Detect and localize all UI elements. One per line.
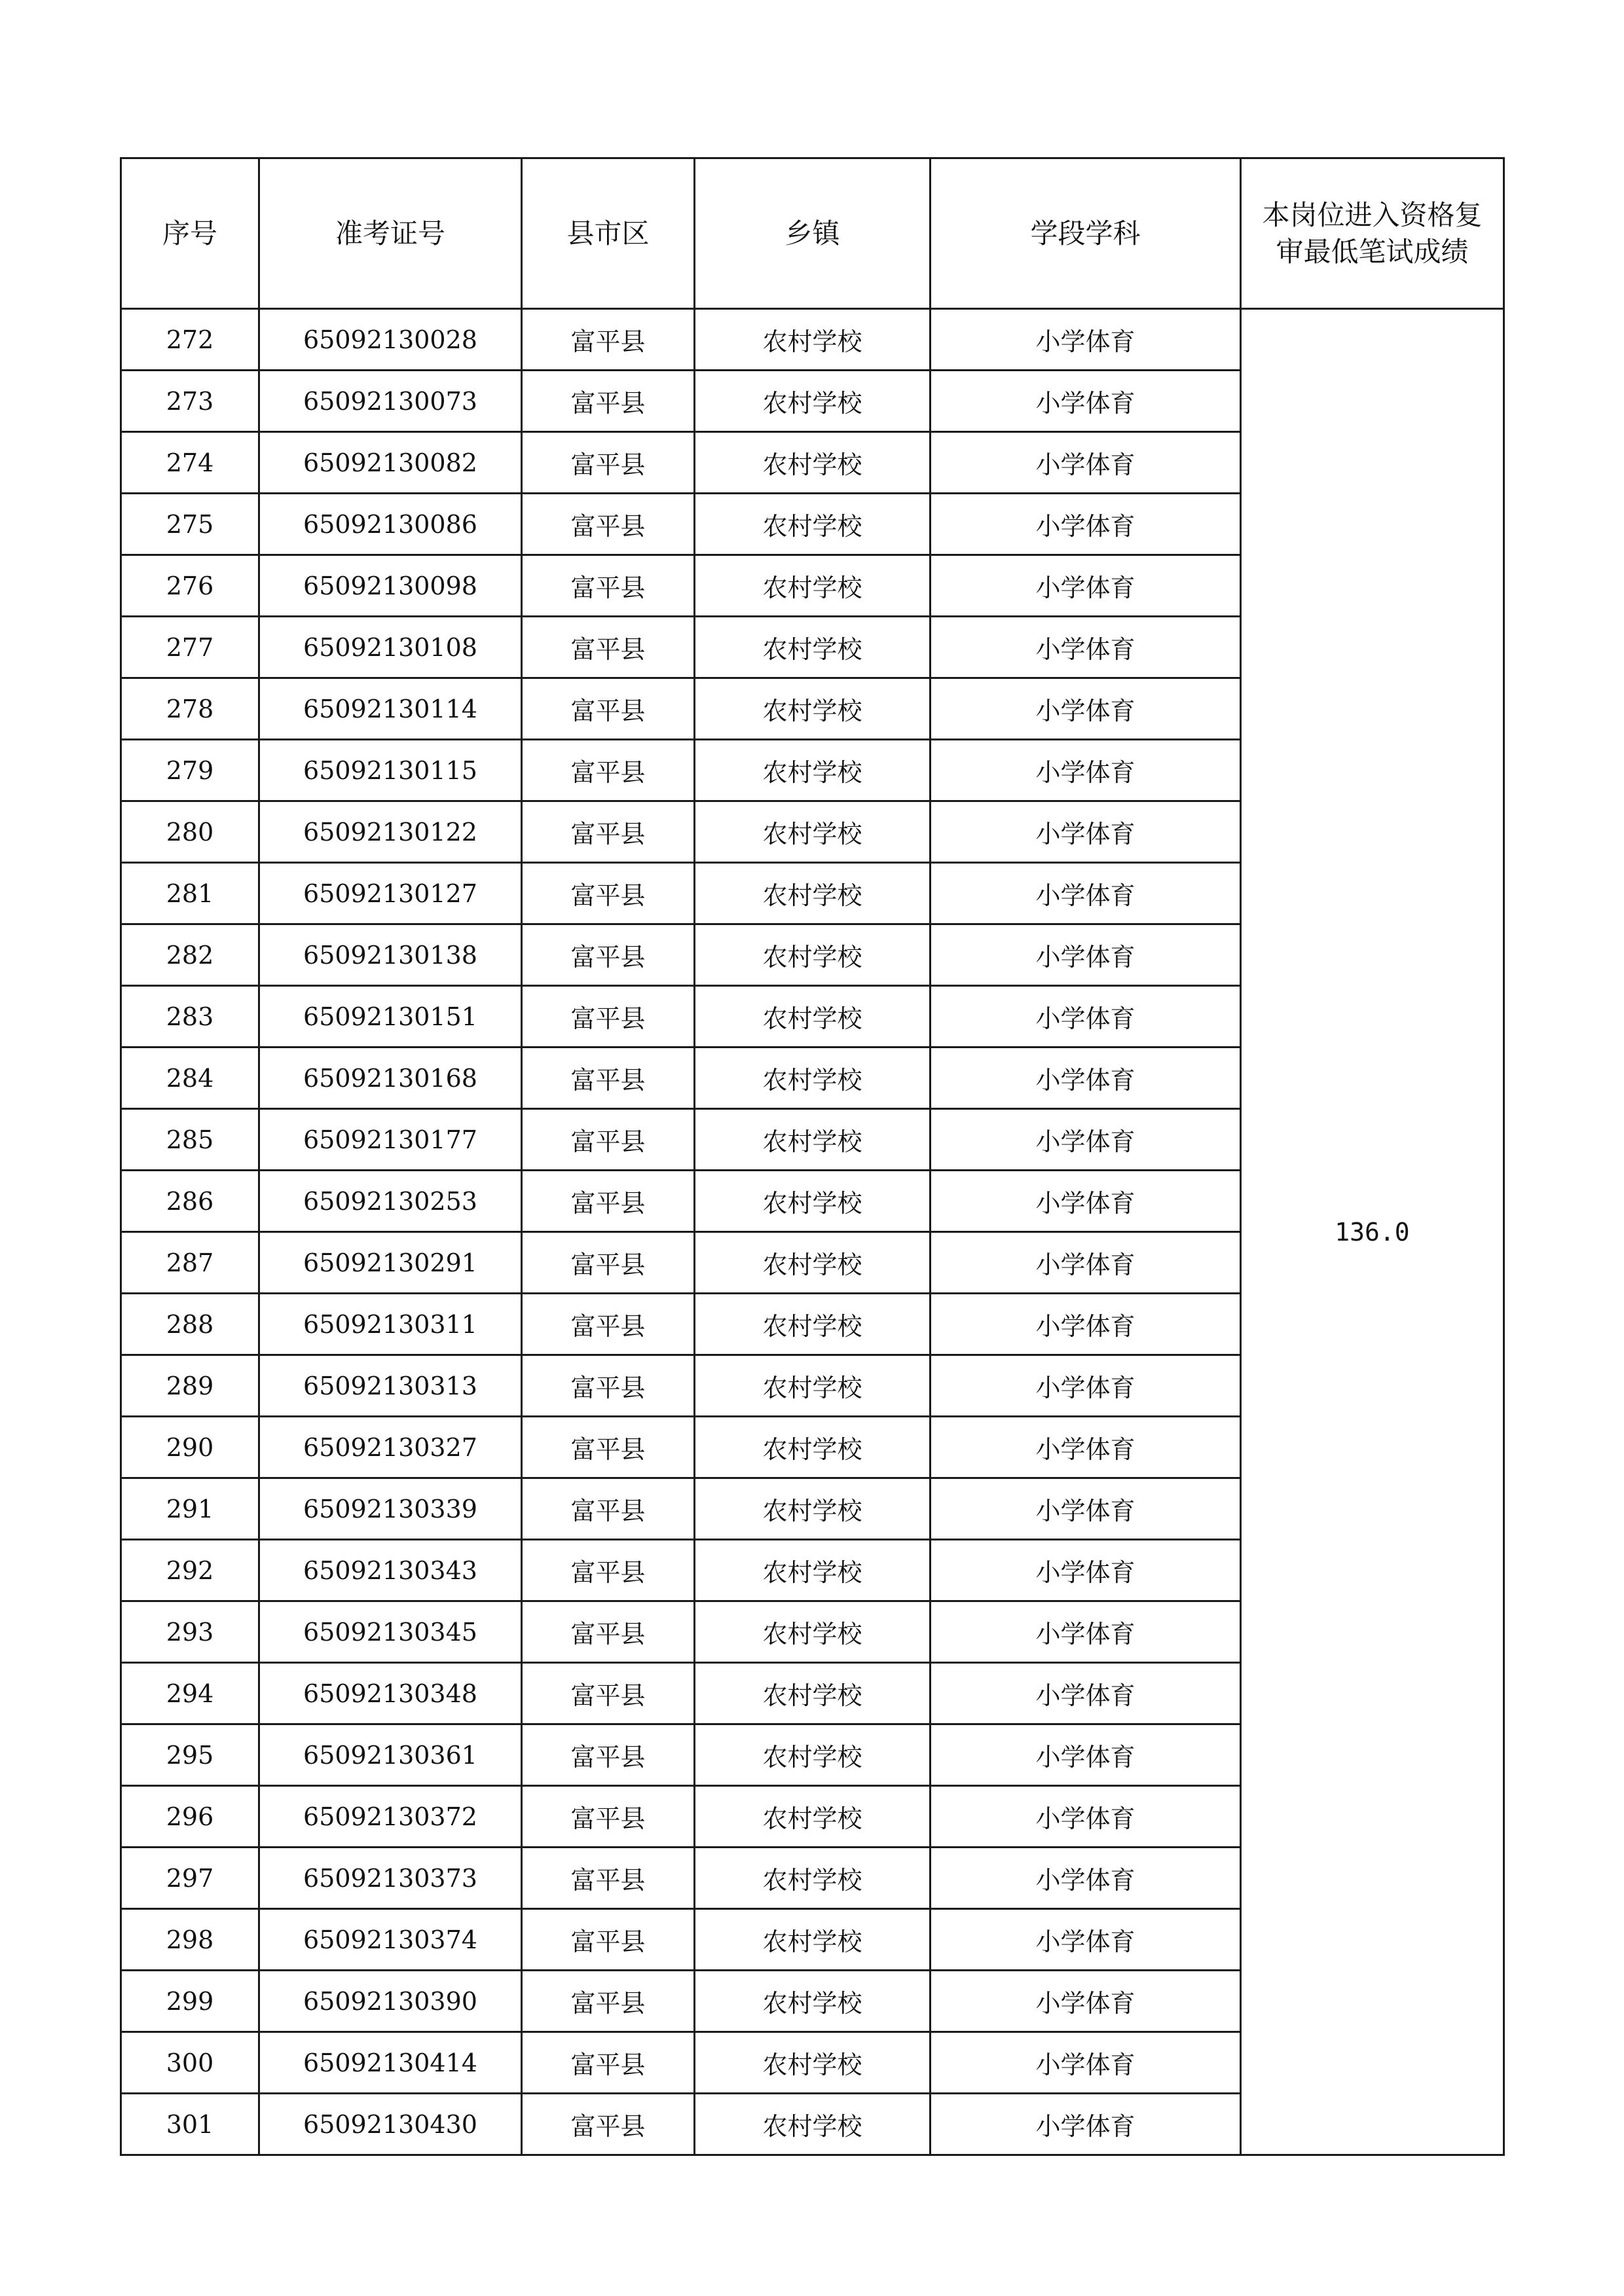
cell-town: 农村学校 xyxy=(695,1786,931,1848)
cell-seq: 289 xyxy=(121,1355,259,1417)
cell-subject: 小学体育 xyxy=(931,1971,1241,2032)
cell-subject: 小学体育 xyxy=(931,1724,1241,1786)
cell-town: 农村学校 xyxy=(695,1417,931,1478)
cell-exam-no: 65092130086 xyxy=(259,494,522,555)
cell-subject: 小学体育 xyxy=(931,2032,1241,2094)
cell-exam-no: 65092130151 xyxy=(259,986,522,1048)
cell-town: 农村学校 xyxy=(695,1971,931,2032)
cell-subject: 小学体育 xyxy=(931,617,1241,678)
cell-exam-no: 65092130414 xyxy=(259,2032,522,2094)
cell-subject: 小学体育 xyxy=(931,924,1241,986)
cell-seq: 286 xyxy=(121,1171,259,1232)
cell-exam-no: 65092130345 xyxy=(259,1601,522,1663)
cell-county: 富平县 xyxy=(522,678,695,740)
cell-county: 富平县 xyxy=(522,1171,695,1232)
cell-exam-no: 65092130122 xyxy=(259,801,522,863)
cell-town: 农村学校 xyxy=(695,1909,931,1971)
cell-town: 农村学校 xyxy=(695,617,931,678)
cell-seq: 278 xyxy=(121,678,259,740)
cell-town: 农村学校 xyxy=(695,1171,931,1232)
cell-subject: 小学体育 xyxy=(931,1294,1241,1355)
cell-town: 农村学校 xyxy=(695,309,931,371)
cell-subject: 小学体育 xyxy=(931,371,1241,432)
cell-town: 农村学校 xyxy=(695,1724,931,1786)
cell-county: 富平县 xyxy=(522,494,695,555)
cell-subject: 小学体育 xyxy=(931,801,1241,863)
cell-seq: 284 xyxy=(121,1048,259,1109)
header-min-score: 本岗位进入资格复审最低笔试成绩 xyxy=(1241,158,1504,309)
cell-subject: 小学体育 xyxy=(931,1048,1241,1109)
cell-exam-no: 65092130082 xyxy=(259,432,522,494)
cell-county: 富平县 xyxy=(522,801,695,863)
cell-seq: 292 xyxy=(121,1540,259,1601)
cell-exam-no: 65092130430 xyxy=(259,2094,522,2155)
cell-seq: 275 xyxy=(121,494,259,555)
cell-town: 农村学校 xyxy=(695,2032,931,2094)
cell-exam-no: 65092130374 xyxy=(259,1909,522,1971)
cell-town: 农村学校 xyxy=(695,494,931,555)
cell-subject: 小学体育 xyxy=(931,1478,1241,1540)
cell-county: 富平县 xyxy=(522,1663,695,1724)
cell-exam-no: 65092130138 xyxy=(259,924,522,986)
cell-subject: 小学体育 xyxy=(931,1232,1241,1294)
cell-exam-no: 65092130115 xyxy=(259,740,522,801)
cell-town: 农村学校 xyxy=(695,2094,931,2155)
cell-seq: 273 xyxy=(121,371,259,432)
cell-town: 农村学校 xyxy=(695,678,931,740)
header-town: 乡镇 xyxy=(695,158,931,309)
cell-subject: 小学体育 xyxy=(931,1786,1241,1848)
cell-county: 富平县 xyxy=(522,1971,695,2032)
cell-exam-no: 65092130073 xyxy=(259,371,522,432)
cell-exam-no: 65092130114 xyxy=(259,678,522,740)
cell-town: 农村学校 xyxy=(695,740,931,801)
cell-county: 富平县 xyxy=(522,617,695,678)
cell-subject: 小学体育 xyxy=(931,740,1241,801)
cell-seq: 295 xyxy=(121,1724,259,1786)
cell-seq: 290 xyxy=(121,1417,259,1478)
cell-seq: 282 xyxy=(121,924,259,986)
cell-town: 农村学校 xyxy=(695,924,931,986)
cell-seq: 274 xyxy=(121,432,259,494)
cell-county: 富平县 xyxy=(522,1355,695,1417)
cell-exam-no: 65092130339 xyxy=(259,1478,522,1540)
cell-exam-no: 65092130343 xyxy=(259,1540,522,1601)
cell-seq: 276 xyxy=(121,555,259,617)
cell-county: 富平县 xyxy=(522,1724,695,1786)
cell-subject: 小学体育 xyxy=(931,1355,1241,1417)
cell-county: 富平县 xyxy=(522,1048,695,1109)
cell-town: 农村学校 xyxy=(695,863,931,924)
cell-exam-no: 65092130311 xyxy=(259,1294,522,1355)
cell-town: 农村学校 xyxy=(695,555,931,617)
cell-seq: 272 xyxy=(121,309,259,371)
table-header xyxy=(121,158,1504,309)
cell-county: 富平县 xyxy=(522,1232,695,1294)
table-row xyxy=(121,309,1504,371)
cell-town: 农村学校 xyxy=(695,801,931,863)
cell-seq: 296 xyxy=(121,1786,259,1848)
cell-subject: 小学体育 xyxy=(931,1417,1241,1478)
cell-county: 富平县 xyxy=(522,432,695,494)
cell-county: 富平县 xyxy=(522,1294,695,1355)
cell-seq: 279 xyxy=(121,740,259,801)
cell-exam-no: 65092130390 xyxy=(259,1971,522,2032)
cell-exam-no: 65092130313 xyxy=(259,1355,522,1417)
cell-town: 农村学校 xyxy=(695,1540,931,1601)
cell-county: 富平县 xyxy=(522,555,695,617)
cell-town: 农村学校 xyxy=(695,1663,931,1724)
cell-exam-no: 65092130373 xyxy=(259,1848,522,1909)
cell-subject: 小学体育 xyxy=(931,863,1241,924)
cell-subject: 小学体育 xyxy=(931,1540,1241,1601)
cell-exam-no: 65092130327 xyxy=(259,1417,522,1478)
cell-min-score: 136.0 xyxy=(1241,309,1504,2155)
cell-county: 富平县 xyxy=(522,1478,695,1540)
cell-exam-no: 65092130372 xyxy=(259,1786,522,1848)
cell-town: 农村学校 xyxy=(695,1294,931,1355)
cell-town: 农村学校 xyxy=(695,1355,931,1417)
cell-town: 农村学校 xyxy=(695,1601,931,1663)
cell-seq: 294 xyxy=(121,1663,259,1724)
cell-subject: 小学体育 xyxy=(931,432,1241,494)
header-exam-no: 准考证号 xyxy=(259,158,522,309)
cell-exam-no: 65092130361 xyxy=(259,1724,522,1786)
cell-seq: 281 xyxy=(121,863,259,924)
cell-town: 农村学校 xyxy=(695,1109,931,1171)
cell-exam-no: 65092130168 xyxy=(259,1048,522,1109)
cell-county: 富平县 xyxy=(522,371,695,432)
cell-county: 富平县 xyxy=(522,1417,695,1478)
cell-subject: 小学体育 xyxy=(931,986,1241,1048)
cell-town: 农村学校 xyxy=(695,1048,931,1109)
cell-subject: 小学体育 xyxy=(931,1663,1241,1724)
cell-seq: 277 xyxy=(121,617,259,678)
cell-town: 农村学校 xyxy=(695,1478,931,1540)
cell-subject: 小学体育 xyxy=(931,494,1241,555)
cell-county: 富平县 xyxy=(522,1109,695,1171)
cell-county: 富平县 xyxy=(522,1601,695,1663)
cell-town: 农村学校 xyxy=(695,1232,931,1294)
cell-seq: 298 xyxy=(121,1909,259,1971)
cell-exam-no: 65092130253 xyxy=(259,1171,522,1232)
cell-seq: 287 xyxy=(121,1232,259,1294)
cell-town: 农村学校 xyxy=(695,432,931,494)
cell-subject: 小学体育 xyxy=(931,1171,1241,1232)
cell-exam-no: 65092130108 xyxy=(259,617,522,678)
cell-seq: 297 xyxy=(121,1848,259,1909)
header-subject: 学段学科 xyxy=(931,158,1241,309)
cell-county: 富平县 xyxy=(522,1909,695,1971)
cell-seq: 299 xyxy=(121,1971,259,2032)
cell-county: 富平县 xyxy=(522,924,695,986)
cell-town: 农村学校 xyxy=(695,371,931,432)
cell-exam-no: 65092130098 xyxy=(259,555,522,617)
table-body xyxy=(121,309,1504,2155)
cell-county: 富平县 xyxy=(522,1786,695,1848)
cell-exam-no: 65092130348 xyxy=(259,1663,522,1724)
cell-seq: 288 xyxy=(121,1294,259,1355)
cell-county: 富平县 xyxy=(522,309,695,371)
cell-subject: 小学体育 xyxy=(931,555,1241,617)
cell-county: 富平县 xyxy=(522,2032,695,2094)
cell-subject: 小学体育 xyxy=(931,1109,1241,1171)
cell-exam-no: 65092130291 xyxy=(259,1232,522,1294)
cell-subject: 小学体育 xyxy=(931,2094,1241,2155)
header-row xyxy=(121,158,1504,309)
header-county: 县市区 xyxy=(522,158,695,309)
cell-seq: 283 xyxy=(121,986,259,1048)
cell-subject: 小学体育 xyxy=(931,1601,1241,1663)
cell-county: 富平县 xyxy=(522,863,695,924)
results-table xyxy=(120,157,1505,2156)
cell-exam-no: 65092130177 xyxy=(259,1109,522,1171)
cell-exam-no: 65092130028 xyxy=(259,309,522,371)
cell-county: 富平县 xyxy=(522,740,695,801)
cell-seq: 301 xyxy=(121,2094,259,2155)
cell-subject: 小学体育 xyxy=(931,1848,1241,1909)
header-seq: 序号 xyxy=(121,158,259,309)
cell-subject: 小学体育 xyxy=(931,1909,1241,1971)
cell-town: 农村学校 xyxy=(695,986,931,1048)
cell-town: 农村学校 xyxy=(695,1848,931,1909)
cell-county: 富平县 xyxy=(522,986,695,1048)
cell-seq: 280 xyxy=(121,801,259,863)
cell-county: 富平县 xyxy=(522,1848,695,1909)
cell-seq: 291 xyxy=(121,1478,259,1540)
cell-seq: 300 xyxy=(121,2032,259,2094)
cell-seq: 285 xyxy=(121,1109,259,1171)
cell-exam-no: 65092130127 xyxy=(259,863,522,924)
cell-subject: 小学体育 xyxy=(931,678,1241,740)
cell-county: 富平县 xyxy=(522,2094,695,2155)
cell-seq: 293 xyxy=(121,1601,259,1663)
cell-county: 富平县 xyxy=(522,1540,695,1601)
cell-subject: 小学体育 xyxy=(931,309,1241,371)
